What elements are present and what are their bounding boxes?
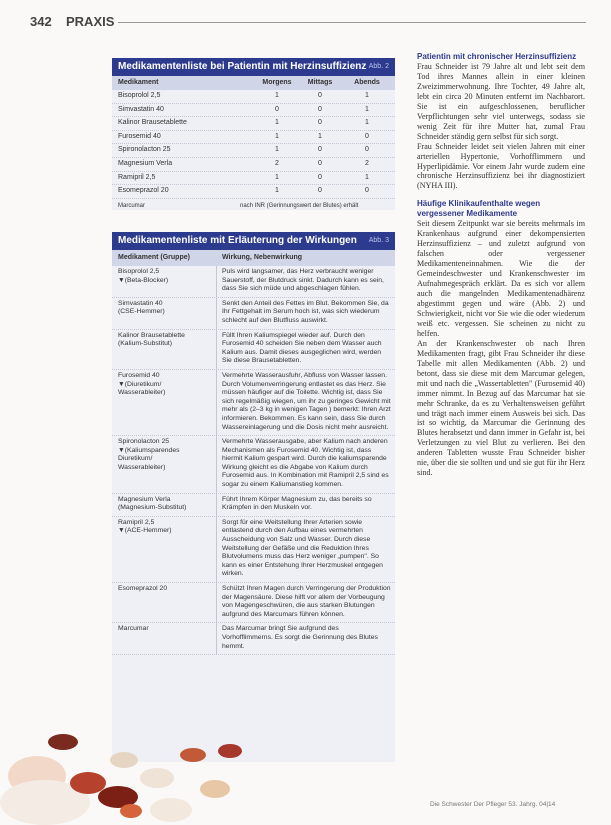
medication-list-table xyxy=(112,58,395,210)
col-morning: Morgens xyxy=(262,79,292,86)
table-row xyxy=(112,298,395,330)
medication-line: Wasserableiter) xyxy=(118,389,166,397)
medication-line: ▼(Kaliumsparendes xyxy=(118,446,180,454)
table2-figure-tag: Abb. 3 xyxy=(368,237,389,244)
col-medication: Medikament xyxy=(118,79,159,86)
table1-title-bar xyxy=(112,58,395,76)
table-row xyxy=(112,104,395,118)
dose-morning: 0 xyxy=(275,105,279,113)
dose-evening: 1 xyxy=(365,119,369,127)
medication-name: Simvastatin 40 xyxy=(118,105,164,113)
article-paragraph-2: Frau Schneider leidet seit vielen Jahren mit einer arteriellen Hypertonie, Vorhofflimmern und Hyperlipidämie. Vor einem Jahr wurde zudem eine chronische Herzinsuffizienz bei ihr diagnostiziert (NYHA III). xyxy=(417,141,585,191)
table-row xyxy=(112,131,395,145)
table1-footer-row xyxy=(112,199,395,213)
dose-morning: 1 xyxy=(275,92,279,99)
table-row xyxy=(112,436,395,494)
dose-noon: 0 xyxy=(318,105,322,113)
table-row xyxy=(112,370,395,436)
medication-name: Ramipril 2,5 xyxy=(118,173,156,181)
medication-line: Bisoprolol 2,5 xyxy=(118,268,160,275)
medication-line: Spironolacton 25 xyxy=(118,438,170,446)
medication-name: Kalinor Brausetablette xyxy=(118,119,187,127)
medication-effect: Puls wird langsamer, das Herz verbraucht weniger Sauerstoff, der Blutdruck sinkt. Dadurch kann es sein, dass Sie sich müde und abgeschlagen fühlen. xyxy=(216,266,395,297)
col-medication-group: Medikament (Gruppe) xyxy=(118,254,190,261)
dose-evening: 1 xyxy=(365,105,369,113)
medication-group xyxy=(118,625,206,634)
dose-evening: 0 xyxy=(365,187,369,195)
medication-line: (CSE-Hemmer) xyxy=(118,308,165,316)
medication-name: Bisoprolol 2,5 xyxy=(118,92,161,99)
medication-name: Furosemid 40 xyxy=(118,132,161,140)
table-row xyxy=(112,266,395,298)
dose-noon: 0 xyxy=(318,146,322,154)
page-number: 342 xyxy=(30,14,52,29)
table2-title: Medikamentenliste mit Erläuterung der Wirkungen xyxy=(118,235,357,246)
pills-photo xyxy=(0,728,260,825)
article-heading-2: Häufige Klinikaufenthalte wegen vergessener Medikamente xyxy=(417,199,541,219)
medication-effects-table xyxy=(112,232,395,762)
medication-group xyxy=(118,332,206,349)
table-row xyxy=(112,517,395,583)
dose-morning: 1 xyxy=(275,146,279,154)
medication-line: Furosemid 40 xyxy=(118,371,160,379)
dose-morning: 1 xyxy=(275,187,279,195)
table1-header-row xyxy=(112,76,395,90)
medication-line: Marcumar xyxy=(118,625,149,633)
medication-line: (Kalium-Substitut) xyxy=(118,340,173,348)
dose-noon: 0 xyxy=(318,92,322,99)
medication-group xyxy=(118,438,206,472)
medication-line: Wasserableiter) xyxy=(118,463,166,471)
table-row xyxy=(112,158,395,172)
table-row xyxy=(112,117,395,131)
medication-effect: Sorgt für eine Weitstellung Ihrer Arterien sowie entlastend durch den Aufbau eines vermehrten Ausscheidung von Salz und Wasser. Durch diese Weitstellung der Gefäße und die Reduktion Ihres Blutvolumens muss das Herz weniger „pumpen". So kann es einer Entstehung Ihrer Herzmuskel entgegen wirken. xyxy=(216,517,395,582)
medication-line: ▼(Diuretikum/ xyxy=(118,380,162,388)
dose-morning: 2 xyxy=(275,159,279,167)
article-paragraph-4: An der Krankenschwester ob nach Ihren Medikamenten fragt, gibt Frau Schneider ihr diese Tabelle mit allen Medikamenten (Abb. 2) und betont, dass sie diese mit dem Marcumar gelegen, mit und nach die „Wassertabletten" (Furosemid 40) immer nimmt. In Bezug auf das Marcumar hat sie mehr Schranke, da es zu Verhaltensweisen geführt und trägt nach immer einem Ausweis bei sich. Das ist so wichtig, da Marcumar die Gerinnung des Blutes herabsetzt und dann immer in Gefahr ist, bei Verletzungen zu viel Blut zu verlieren. Bei den anderen Tabletten wusste Frau Schneider bisher nie, über die sie sollten und und sie gut für ihr Herz sind. xyxy=(417,338,585,478)
medication-line: (Magnesium-Substitut) xyxy=(118,504,187,512)
col-evening: Abends xyxy=(354,79,380,86)
table1-figure-tag: Abb. 2 xyxy=(368,63,389,70)
medication-line: Diuretikum/ xyxy=(118,455,153,463)
dose-morning: 1 xyxy=(275,132,279,140)
table-row xyxy=(112,494,395,517)
table-row xyxy=(112,90,395,104)
medication-line: Kalinor Brausetablette xyxy=(118,331,185,339)
dose-morning: 1 xyxy=(275,173,279,181)
article-column xyxy=(417,52,585,478)
dose-noon: 0 xyxy=(318,187,322,195)
dose-evening: 1 xyxy=(365,173,369,181)
table-row xyxy=(112,185,395,199)
table-row xyxy=(112,583,395,623)
dose-evening: 0 xyxy=(365,146,369,154)
medication-line: Simvastatin 40 xyxy=(118,299,163,307)
medication-effect: Schützt Ihren Magen durch Verringerung der Produktion der Magensäure. Diese hilft vor allem der Vorbeugung von Magengeschwüren, die aus starken Blutungen aufgrund des Marcumars führen können. xyxy=(216,583,395,622)
dose-noon: 1 xyxy=(318,132,322,140)
table1-title: Medikamentenliste bei Patientin mit Herzinsuffizienz xyxy=(118,61,367,72)
dose-noon: 0 xyxy=(318,159,322,167)
medication-effect: Senkt den Anteil des Fettes im Blut. Bekommen Sie, da Ihr Fettgehalt im Serum hoch ist, was sich wiederum schlecht auf den Blutfluss auswirkt. xyxy=(216,298,395,329)
medication-group xyxy=(118,519,206,536)
article-paragraph-1: Frau Schneider ist 79 Jahre alt und lebt seit dem Tod ihres Mannes allein in einer kleinen Zweizimmerwohnung. Ihre Tochter, 49 Jahre alt, lebt ein circa 20 Minuten entfernt im Nachbarort. Sie ist ein aufgeschlossenen, beruflicher Verpflichtungen sehr viel unterwegs, sodass sie wenig Zeit für ihre Mutter hat, zumal Frau Schneider ständig gern selbst für sich sorgt. xyxy=(417,62,585,141)
col-effect: Wirkung, Nebenwirkung xyxy=(222,254,303,261)
medication-line: ▼(Beta-Blocker) xyxy=(118,276,169,284)
medication-group xyxy=(118,268,206,285)
table1-body xyxy=(112,90,395,199)
journal-footer: Die Schwester Der Pfleger 53. Jahrg. 04|14 xyxy=(430,801,556,808)
medication-line: Magnesium Verla xyxy=(118,495,171,503)
dose-evening: 0 xyxy=(365,132,369,140)
table-row xyxy=(112,144,395,158)
dose-noon: 0 xyxy=(318,119,322,127)
medication-effect: Das Marcumar bringt Sie aufgrund des Vorhofflimmerns. Es sorgt die Gerinnung des Blutes hemmt. xyxy=(216,623,395,654)
medication-name: Spironolacton 25 xyxy=(118,146,171,154)
medication-effect: Vermehrte Wasserausfuhr, Abfluss von Wasser lassen. Durch Volumenverringerung entlastet es das Herz. Sie müssen häufiger auf die Toilette. Wichtig ist, dass Sie sich regelmäßig wiegen, um ihr zu geringes Gewicht mit mehr als (2–3 kg in wenigen Tagen ) bemerkt: Ihren Arzt informieren. Bekommen. Es kann sein, dass Sie durch Wassereinlagerung und die Dosis nicht mehr ausreicht. xyxy=(216,370,395,435)
table-row xyxy=(112,172,395,186)
col-noon: Mittags xyxy=(307,79,333,86)
article-paragraph-3: Seit diesem Zeitpunkt war sie bereits mehrmals im Krankenhaus aufgrund einer dekompensierten Herzinsuffizienz – und zuletzt aufgrund von falschen oder vergessener Medikamenteneinnahmen. Wie die der Gemeindeschwester und Krankenschwester im Aufnahmegespräch erklärt. Da es sich vor allem auch die mangelnden Medikamentenadhärenz abgestimmt gegen und wäre (Abb. 2) und Schwierigkeit, nicht vor Sie wie die oder wiederum weiß etc. vergessen. Sie scheinen zu nicht zu helfen. xyxy=(417,219,585,338)
table-row xyxy=(112,623,395,655)
section-title: PRAXIS xyxy=(66,14,115,29)
medication-line: ▼(ACE-Hemmer) xyxy=(118,527,172,535)
medication-group xyxy=(118,372,206,398)
medication-effect: Füllt Ihren Kaliumspiegel wieder auf. Durch den Furosemid 40 scheiden Sie neben dem Wasser auch Kalium aus. Damit dieses ausgeglichen wird, werden Sie diese Brausetabletten. xyxy=(216,330,395,369)
article-heading-1: Patientin mit chronischer Herzinsuffizienz xyxy=(417,52,577,61)
medication-line: Esomeprazol 20 xyxy=(118,585,168,592)
medication-group xyxy=(118,496,206,513)
table2-title-bar xyxy=(112,232,395,250)
dose-morning: 1 xyxy=(275,119,279,127)
table2-body xyxy=(112,266,395,655)
medication-name: Esomeprazol 20 xyxy=(118,187,169,195)
medication-group xyxy=(118,300,206,317)
header-rule xyxy=(118,22,586,23)
medication-effect: Vermehrte Wasserausgabe, aber Kalium nach anderen Mechanismen als Furosemid 40. Wichtig ist, dass hiermit Kalium gespart wird. Durch die kaliumsparende Wirkung gleicht es die Abgabe von Kalium durch Furosemid aus. In Kombination mit Ramipril 2,5 sind es sogar zu einem Kaliumanstieg kommen. xyxy=(216,436,395,493)
page-header xyxy=(30,14,590,34)
dose-evening: 1 xyxy=(365,92,369,99)
footer-medication: Marcumar xyxy=(118,202,146,209)
dose-evening: 2 xyxy=(365,159,369,167)
medication-name: Magnesium Verla xyxy=(118,159,173,167)
dose-noon: 0 xyxy=(318,173,322,181)
footer-note: nach INR (Gerinnungswert der Blutes) erhält xyxy=(240,202,359,209)
medication-line: Ramipril 2,5 xyxy=(118,518,155,526)
table-row xyxy=(112,330,395,370)
table2-header-row xyxy=(112,250,395,266)
medication-effect: Führt Ihrem Körper Magnesium zu, das bereits so Krämpfen in den Muskeln vor. xyxy=(216,494,395,516)
medication-group xyxy=(118,585,206,594)
